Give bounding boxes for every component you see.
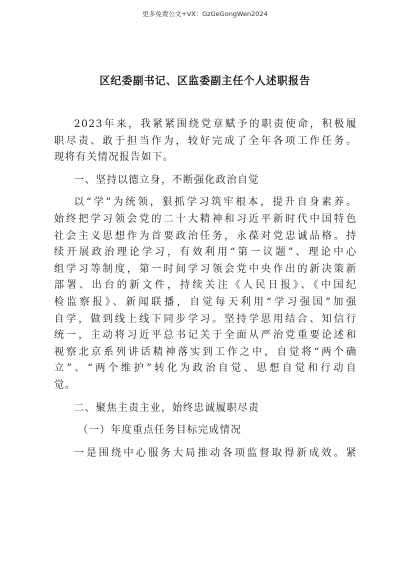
paragraph-line: 统一，主动将习近平总书记关于全面从严治党重要论述和 — [54, 330, 357, 342]
paragraph-line: 始终把学习领会党的二十大精神和习近平新时代中国特色 — [54, 213, 357, 225]
watermark-text: 更多免费公文+VX：GzGeGongWen2024 — [142, 10, 268, 18]
paragraph-line: 以“学”为统领，狠抓学习筑牢根本，提升自身素养。 — [74, 197, 357, 209]
paragraph-line: 续开展政治理论学习，有效利用“第一议题”、理论中心 — [54, 247, 357, 259]
paragraph-line: 职尽责、敢于担当作为，较好完成了全年各项工作任务。 — [54, 135, 357, 147]
paragraph-line: 视察北京系列讲话精神落实到工作之中，自觉将“两个确 — [54, 346, 357, 358]
subsection-heading-1: （一）年度重点任务目标完成情况 — [78, 425, 242, 437]
paragraph-line: 觉。 — [54, 379, 76, 391]
section-heading-2: 二、聚焦主责主业，始终忠诚履职尽责 — [74, 402, 260, 414]
paragraph-line: 部署、出台的新文件，持续关注《人民日报》、《中国纪 — [54, 280, 357, 292]
section-heading-1: 一、坚持以德立身，不断强化政治自觉 — [74, 174, 260, 186]
paragraph-line: 社会主义思想作为首要政治任务，永葆对党忠诚品格。持 — [54, 230, 357, 242]
paragraph-line: 立”、“两个维护”转化为政治自觉、思想自觉和行动自 — [54, 363, 357, 375]
paragraph-line: 现将有关情况报告如下。 — [54, 152, 174, 164]
page-title: 区纪委副书记、区监委副主任个人述职报告 — [99, 75, 311, 87]
report-body — [54, 117, 357, 462]
paragraph-line: 检监察报》、新闻联播，自觉每天利用“学习强国”加强 — [54, 296, 357, 308]
paragraph-line: 自学，做到线上线下同步学习。坚持学思用结合、知信行 — [54, 313, 357, 325]
paragraph-line: 2023年来，我紧紧围绕党章赋予的职责使命，积极履 — [74, 119, 357, 130]
paragraph-line: 组学习等制度，第一时间学习领会党中央作出的新决策新 — [54, 263, 357, 275]
paragraph-line: 一是围绕中心服务大局推动各项监督取得新成效。紧 — [74, 447, 357, 459]
